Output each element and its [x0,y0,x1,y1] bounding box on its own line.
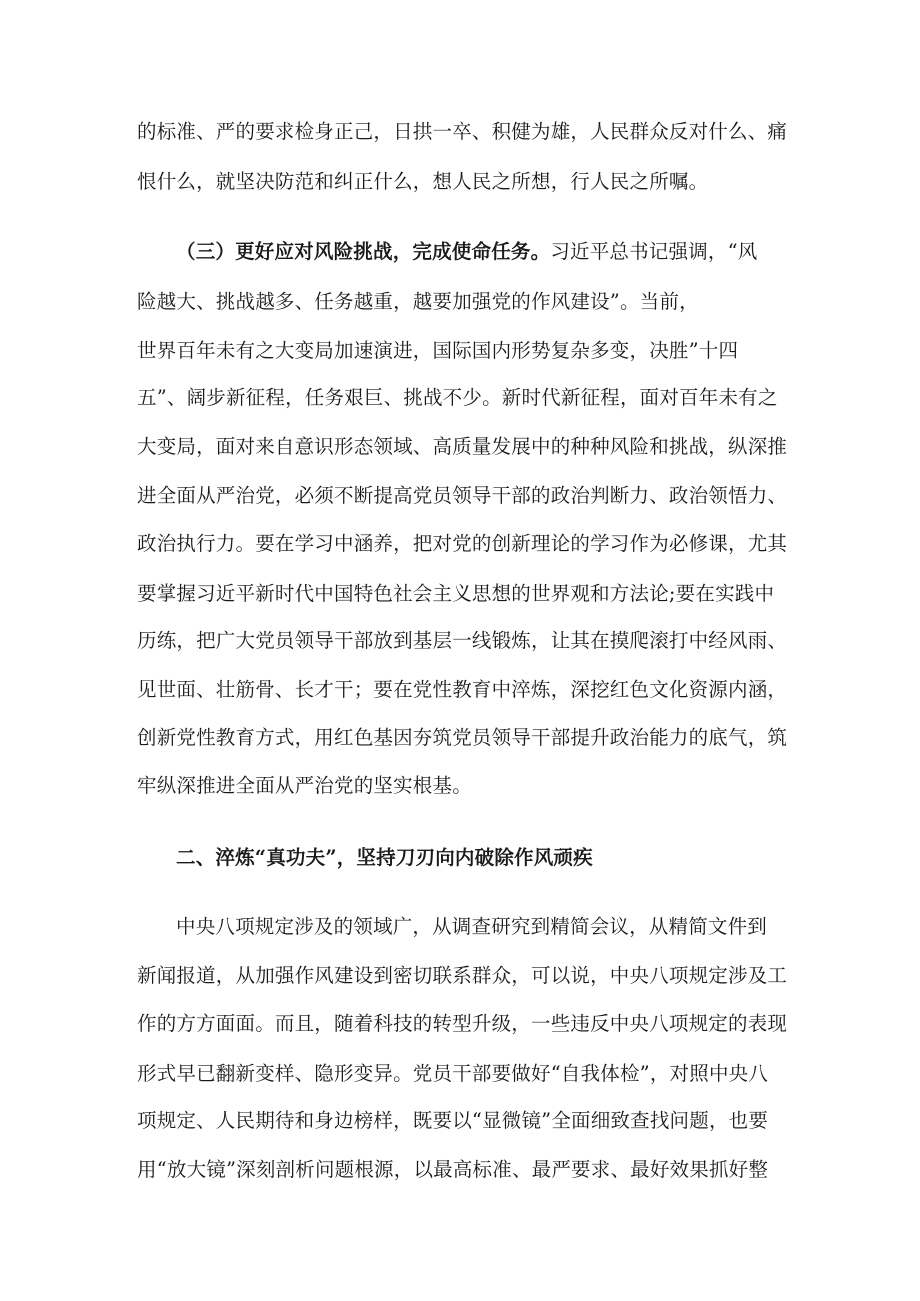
paragraph-3-line-2: 新闻报道，从加强作风建设到密切联系群众，可以说，中央八项规定涉及工 [137,964,788,987]
paragraph-2-line-6: 进全面从严治党，必须不断提高党员领导干部的政治判断力、政治领悟力、 [137,484,788,507]
paragraph-1-line-1: 的标准、严的要求检身正己，日拱一卒、积健为雄，人民群众反对什么、痛 [137,120,788,143]
paragraph-2-line-2: 险越大、挑战越多、任务越重，越要加强党的作风建设”。当前， [137,290,699,313]
paragraph-2-line-4: 五”、阔步新征程，任务艰巨、挑战不少。新时代新征程，面对百年未有之 [137,386,778,409]
paragraph-2-line-8: 要掌握习近平新时代中国特色社会主义思想的世界观和方法论;要在实践中 [137,582,775,605]
paragraph-3-line-1: 中央八项规定涉及的领域广，从调查研究到精简会议，从精简文件到 [176,915,768,938]
paragraph-2-line-9: 历练，把广大党员领导干部放到基层一线锻炼，让其在摸爬滚打中经风雨、 [137,629,788,652]
paragraph-3-line-4: 形式早已翻新变样、隐形变异。党员干部要做好“自我体检”，对照中央八 [137,1062,769,1085]
paragraph-2-line-3: 世界百年未有之大变局加速演进，国际国内形势复杂多变，决胜”十四 [137,339,739,362]
paragraph-2-line-10: 见世面、壮筋骨、长才干；要在党性教育中淬炼，深挖红色文化资源内涵， [137,678,788,701]
paragraph-1-line-2: 恨什么，就坚决防范和纠正什么，想人民之所想，行人民之所嘱。 [137,170,709,193]
paragraph-3-line-6: 用“放大镜”深刻剖析问题根源，以最高标准、最严要求、最好效果抓好整 [137,1158,769,1181]
paragraph-2-line-5: 大变局，面对来自意识形态领域、高质量发展中的种种风险和挑战，纵深推 [137,435,788,458]
paragraph-3-line-5: 项规定、人民期待和身边榜样，既要以“显微镜”全面细致查找问题，也要 [137,1109,769,1132]
paragraph-2-line-1-text: 习近平总书记强调，“风 [550,240,758,263]
paragraph-2-line-1 [176,239,757,265]
paragraph-2-line-12: 牢纵深推进全面从严治党的坚实根基。 [137,774,472,797]
paragraph-2-line-7: 政治执行力。要在学习中涵养，把对党的创新理论的学习作为必修课，尤其 [137,532,788,555]
subsection-heading: （三）更好应对风险挑战，完成使命任务。 [176,240,551,263]
paragraph-3-line-3: 作的方方面面。而且，随着科技的转型升级，一些违反中央八项规定的表现 [137,1012,788,1035]
paragraph-2-line-11: 创新党性教育方式，用红色基因夯筑党员领导干部提升政治能力的底气，筑 [137,726,788,749]
section-heading: 二、淬炼“真功夫”，坚持刀刃向内破除作风顽疾 [176,846,593,869]
